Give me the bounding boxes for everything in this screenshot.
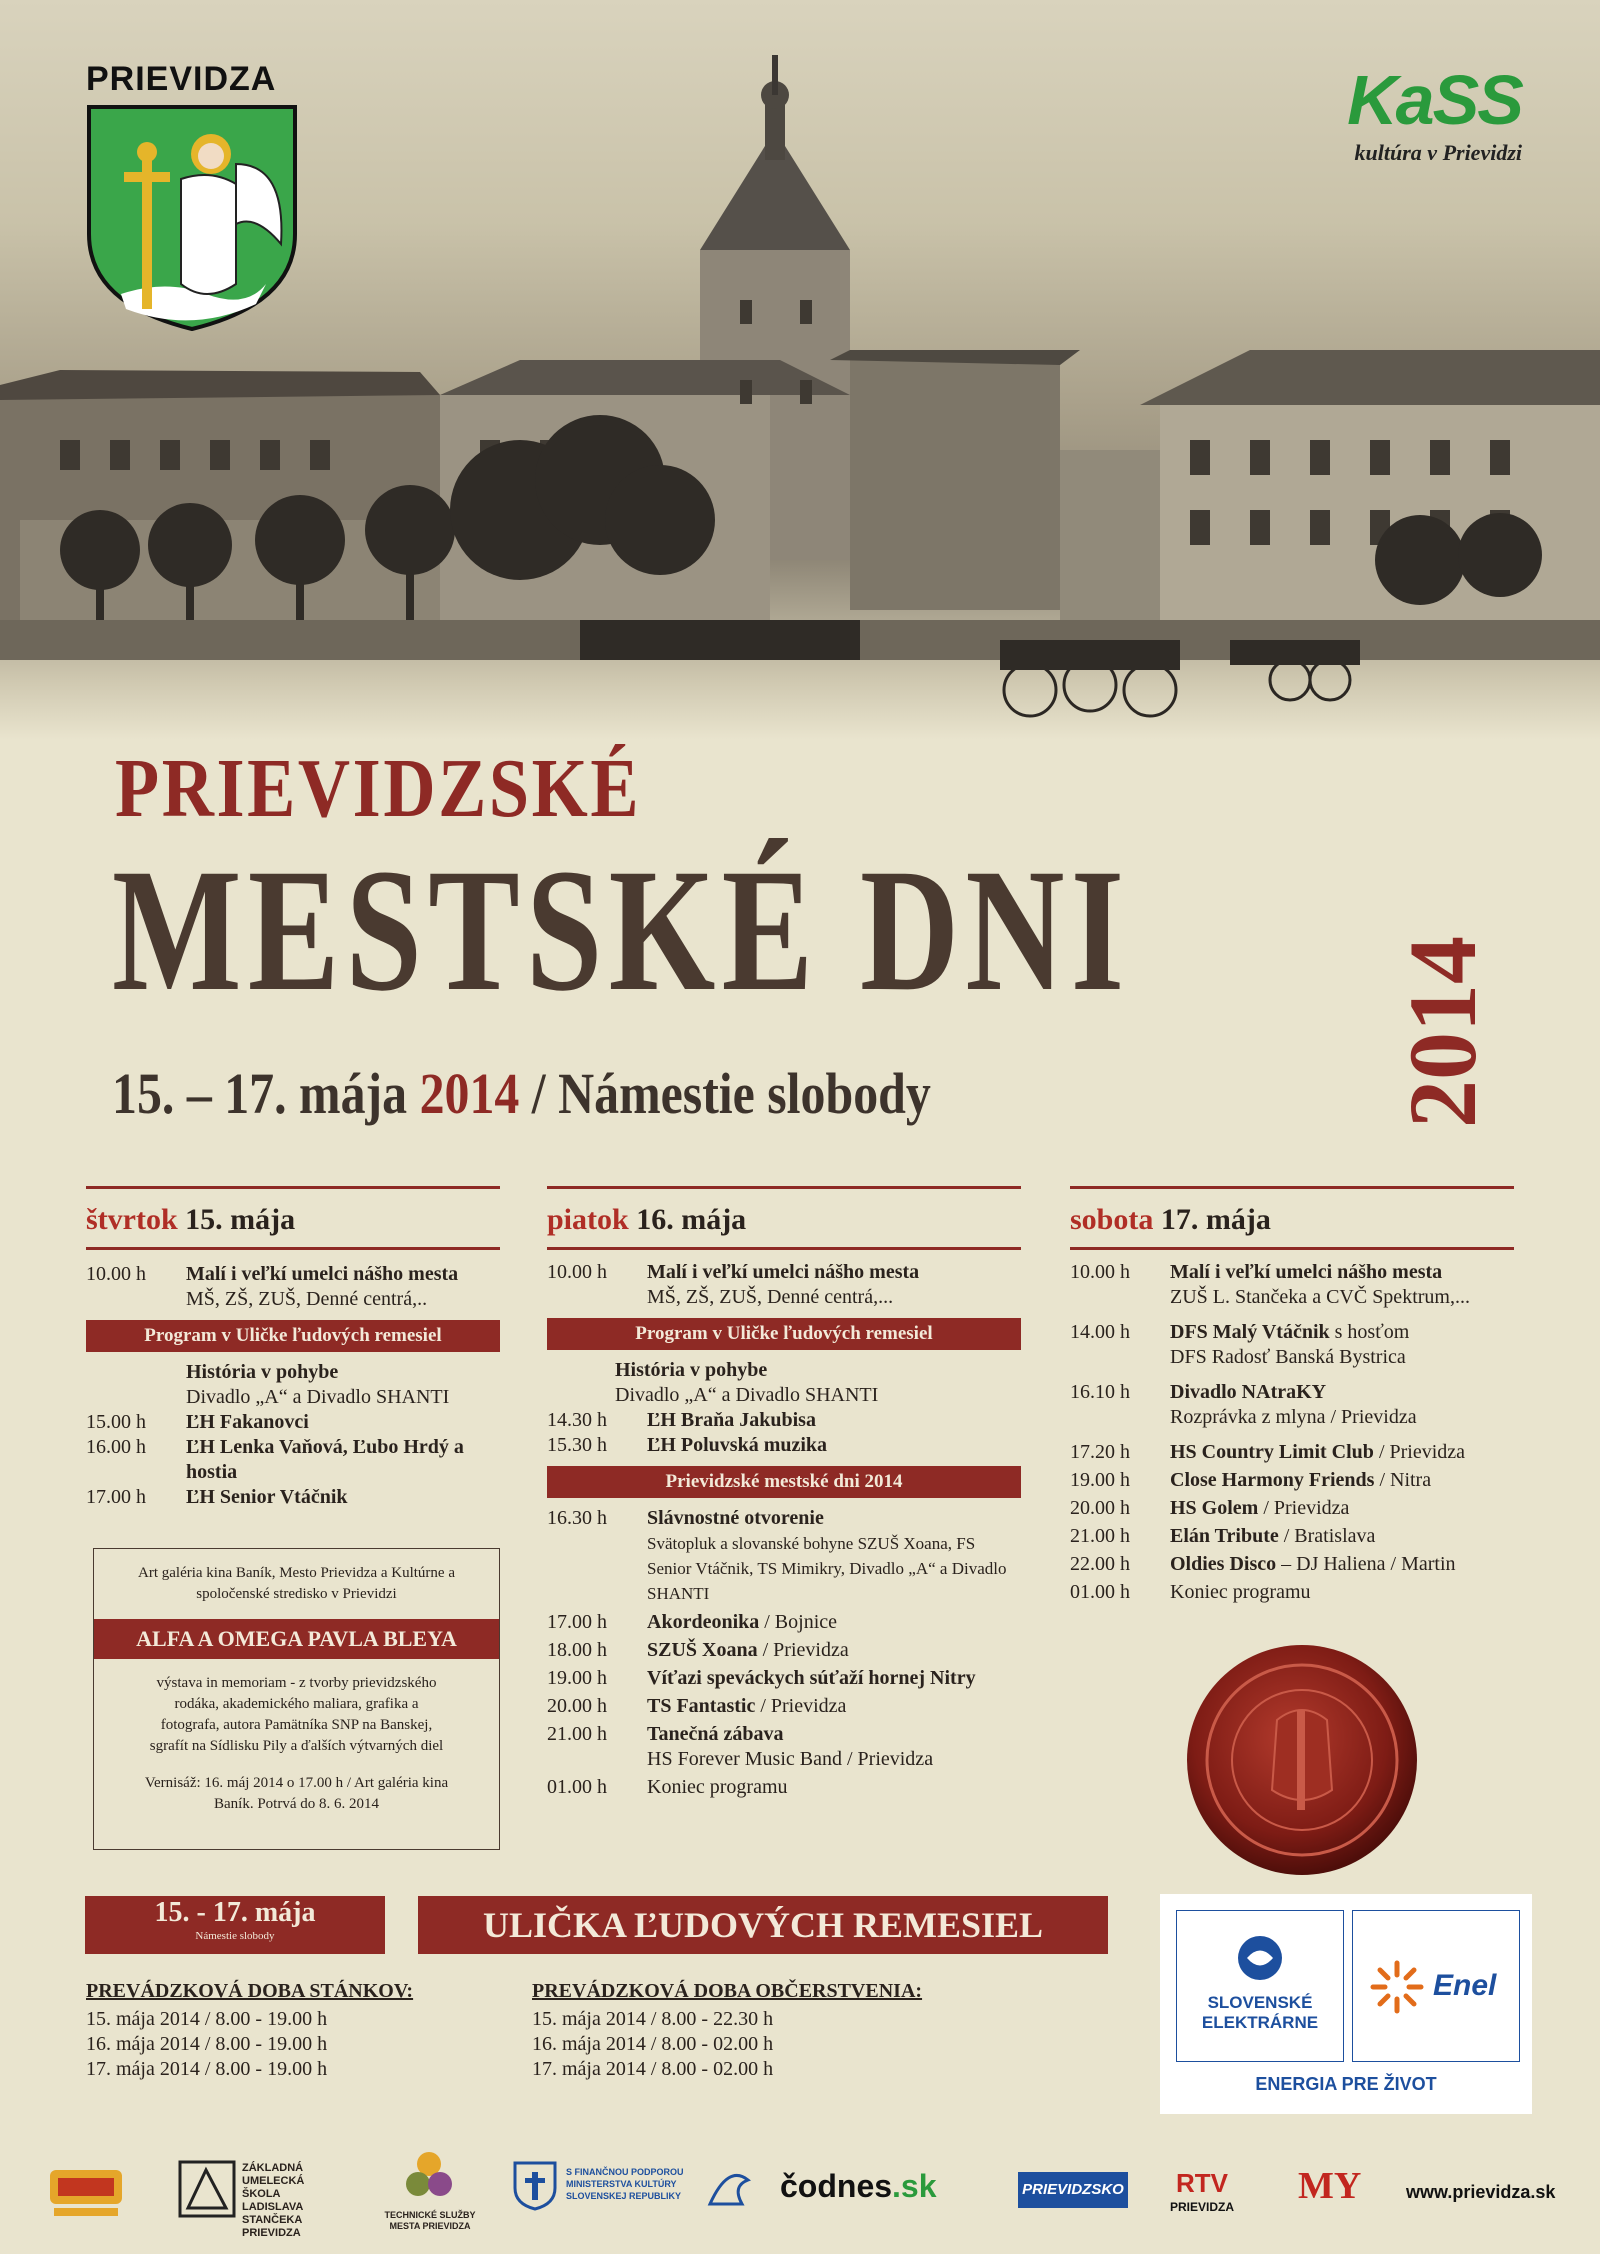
act: ĽH Braňa Jakubisa [647,1409,816,1431]
wax-seal-icon [1182,1640,1422,1880]
act-origin: / Bratislava [1278,1525,1376,1547]
program-row [547,1506,1021,1606]
vertical-year [1380,848,1500,1128]
title-line-1: PRIEVIDZSKÉ [115,742,642,835]
act-origin: / Nitra [1374,1469,1432,1491]
time: 16.30 h [547,1507,607,1529]
program-row [547,1722,1021,1772]
time: 01.00 h [1070,1581,1130,1603]
act-detail: DFS Radosť Banská Bystrica [1170,1346,1406,1368]
act-detail: ZUŠ L. Stančeka a CVČ Spektrum,... [1170,1286,1470,1308]
vertical-year-text: 2014 [1389,936,1496,1128]
time: 10.00 h [1070,1261,1130,1283]
exhibition-title: ALFA A OMEGA PAVLA BLEYA [94,1619,499,1659]
day-name: sobota [1070,1203,1154,1236]
program-row [547,1775,1021,1800]
time: 10.00 h [86,1263,146,1285]
program-row [86,1485,500,1510]
act-detail: Divadlo „A“ a Divadlo SHANTI [186,1386,450,1408]
section-bar: Prievidzské mestské dni 2014 [547,1466,1021,1498]
act: HS Country Limit Club [1170,1441,1374,1463]
time: 21.00 h [547,1723,607,1745]
technical-services-text: TECHNICKÉ SLUŽBY MESTA PRIEVIDZA [384,2210,476,2231]
program-row [86,1360,500,1410]
date-range: 15. – 17. mája [112,1061,420,1126]
act: HS Golem [1170,1497,1259,1519]
act: Close Harmony Friends [1170,1469,1375,1491]
stands-hours-row: 17. mája 2014 / 8.00 - 19.00 h [86,2058,328,2080]
program-row [547,1408,1021,1433]
time: 16.00 h [86,1436,146,1458]
prievidzsko-logo: PRIEVIDZSKO [1018,2172,1128,2208]
rtv-subtitle: PRIEVIDZA [1170,2200,1235,2214]
stands-hours-heading: PREVÁDZKOVÁ DOBA STÁNKOV: [86,1980,414,2002]
act-origin: / Prievidza [1258,1497,1350,1519]
ministry-text: S FINANČNOU PODPOROU MINISTERSTVA KULTÚRY SLOVENSKEJ REPUBLIKY [566,2167,684,2201]
program-row [1070,1320,1514,1370]
codnes-logo [780,2168,937,2205]
slovenske-elektrarne-text: SLOVENSKÉ ELEKTRÁRNE [1201,1993,1319,2032]
enel-text: Enel [1433,1969,1497,2002]
crafts-date: 15. - 17. mája [154,1897,316,1928]
sponsor-box [1160,1894,1532,2114]
time: 21.00 h [1070,1525,1130,1547]
slovak-coat-icon [512,2160,558,2212]
food-hours [532,1980,922,2082]
program-row [1070,1468,1514,1493]
act: Akordeonika [647,1611,760,1633]
pdp-logo-icon [48,2162,124,2222]
act-detail: Rozprávka z mlyna / Prievidza [1170,1406,1417,1428]
zus-text: ZÁKLADNÁ UMELECKÁ ŠKOLA LADISLAVA STANČEKA PRIEVIDZA [242,2162,305,2239]
act-origin: / Bojnice [759,1611,838,1633]
program-row [547,1433,1021,1458]
stands-hours-row: 15. mája 2014 / 8.00 - 19.00 h [86,2008,328,2030]
act-detail: MŠ, ZŠ, ZUŠ, Denné centrá,.. [186,1288,428,1310]
program-row [1070,1552,1514,1577]
act-origin: – DJ Haliena / Martin [1276,1553,1456,1575]
act: Slávnostné otvorenie [647,1507,824,1529]
time: 17.00 h [547,1611,607,1633]
ministry-figure-icon [702,2160,754,2212]
friday-heading [547,1186,1021,1250]
place: / Námestie slobody [519,1061,931,1126]
kass-logo-block [1262,60,1522,170]
food-hours-heading: PREVÁDZKOVÁ DOBA OBČERSTVENIA: [532,1980,923,2002]
act: História v pohybe [615,1359,768,1381]
program-row [1070,1440,1514,1465]
act-origin: s hosťom [1329,1321,1410,1343]
exhibition-description: výstava in memoriam - z tvorby prievidzského rodáka, akademického maliara, grafika a fotografa, autora Pamätníka SNP na Banskej, sgrafít na Sídlisku Pily a ďalších výtvarných diel [149,1675,444,1754]
day-name: štvrtok [86,1203,178,1236]
program-row [86,1262,500,1312]
stands-hours-row: 16. mája 2014 / 8.00 - 19.00 h [86,2033,328,2055]
program-row [1070,1524,1514,1549]
food-hours-row: 17. mája 2014 / 8.00 - 02.00 h [532,2058,774,2080]
act: Oldies Disco [1170,1553,1277,1575]
section-bar: Program v Uličke ľudových remesiel [547,1318,1021,1350]
food-hours-row: 16. mája 2014 / 8.00 - 02.00 h [532,2033,774,2055]
time: 19.00 h [547,1667,607,1689]
program-row [547,1694,1021,1719]
act: Divadlo NAtraKY [1170,1381,1327,1403]
day-date: 17. mája [1153,1203,1271,1236]
exhibition-box [93,1548,500,1850]
crafts-title: ULIČKA ĽUDOVÝCH REMESIEL [418,1896,1108,1954]
act: ĽH Senior Vtáčnik [186,1486,348,1508]
friday-column [547,1186,1021,1800]
food-hours-row: 15. mája 2014 / 8.00 - 22.30 h [532,2008,774,2030]
time: 20.00 h [547,1695,607,1717]
act: Malí i veľkí umelci nášho mesta [186,1263,459,1285]
codnes-domain: .sk [892,2168,937,2204]
zus-emblem-icon [178,2160,236,2218]
exhibition-organizers: Art galéria kina Baník, Mesto Prievidza a Kultúrne a spoločenské stredisko v Prievidzi [138,1565,455,1602]
kass-logo: KaSS [1347,61,1522,139]
program-row [1070,1260,1514,1310]
act-detail: Svätopluk a slovanské bohyne SZUŠ Xoana, FS Senior Vtáčnik, TS Mimikry, Divadlo „A“ a Divadlo SHANTI [647,1534,1007,1603]
coat-of-arms-icon [86,104,298,332]
act: SZUŠ Xoana [647,1639,758,1661]
program-row [547,1358,1021,1408]
thursday-column [86,1186,500,1510]
codnes-text: čodnes [780,2168,893,2204]
enel-sun-icon [1367,1957,1427,2017]
saturday-column [1070,1186,1514,1605]
city-name: PRIEVIDZA [86,60,277,98]
act: ĽH Fakanovci [186,1411,309,1433]
exhibition-vernisage: Vernisáž: 16. máj 2014 o 17.00 h / Art galéria kina Baník. Potrvá do 8. 6. 2014 [144,1775,449,1812]
act: Tanečná zábava [647,1723,784,1745]
program-row [1070,1580,1514,1605]
act: ĽH Lenka Vaňová, Ľubo Hrdý a hostia [186,1436,464,1483]
time: 14.30 h [547,1409,607,1431]
crafts-place: Námestie slobody [195,1930,275,1942]
act: Malí i veľkí umelci nášho mesta [647,1261,920,1283]
act-origin: / Prievidza [1373,1441,1466,1463]
technical-services-icon [404,2150,454,2206]
day-date: 15. mája [177,1203,296,1236]
program-row [547,1610,1021,1635]
act: Elán Tribute [1170,1525,1279,1547]
program-row [1070,1380,1514,1430]
time: 15.30 h [547,1434,607,1456]
kass-tagline: kultúra v Prievidzi [1354,140,1522,165]
program-row [547,1260,1021,1310]
time: 14.00 h [1070,1321,1130,1343]
program-row [547,1666,1021,1691]
time: 17.20 h [1070,1441,1130,1463]
slovenske-elektrarne-icon [1235,1933,1285,1983]
act-detail: MŠ, ZŠ, ZUŠ, Denné centrá,... [647,1286,894,1308]
program-row [1070,1496,1514,1521]
sponsor-slogan: ENERGIA PRE ŽIVOT [1255,2074,1437,2094]
time: 17.00 h [86,1486,146,1508]
my-logo: MY [1298,2165,1362,2207]
date-year: 2014 [419,1061,520,1126]
program-row [86,1435,500,1485]
act-origin: / Prievidza [757,1639,849,1661]
act: ĽH Poluvská muzika [647,1434,828,1456]
time: 22.00 h [1070,1553,1130,1575]
footer-logos [0,2138,1600,2254]
act-detail: HS Forever Music Band / Prievidza [647,1748,934,1770]
act: DFS Malý Vtáčnik [1170,1321,1330,1343]
day-date: 16. mája [628,1203,747,1236]
act-origin: / Prievidza [755,1695,847,1717]
title-line-2: MESTSKÉ DNI [112,833,1131,1028]
rtv-logo: RTV [1176,2168,1228,2198]
enel-logo [1352,1910,1520,2062]
time: 20.00 h [1070,1497,1130,1519]
time: 10.00 h [547,1261,607,1283]
act: História v pohybe [186,1361,339,1383]
time: 18.00 h [547,1639,607,1661]
section-bar: Program v Uličke ľudových remesiel [86,1320,500,1352]
thursday-heading [86,1186,500,1250]
act-detail: Divadlo „A“ a Divadlo SHANTI [615,1384,879,1406]
time: 19.00 h [1070,1469,1130,1491]
program-row [86,1410,500,1435]
title-date-place [112,1060,931,1127]
slovenske-elektrarne-logo [1176,1910,1344,2062]
stands-hours [86,1980,413,2082]
act: Koniec programu [647,1776,788,1798]
act: Víťazi speváckych súťaží hornej Nitry [647,1667,976,1689]
act: Malí i veľkí umelci nášho mesta [1170,1261,1443,1283]
time: 01.00 h [547,1776,607,1798]
time: 16.10 h [1070,1381,1130,1403]
crafts-date-box [85,1896,385,1954]
time: 15.00 h [86,1411,146,1433]
website-link[interactable]: www.prievidza.sk [1406,2182,1556,2202]
day-name: piatok [547,1203,629,1236]
saturday-heading [1070,1186,1514,1250]
act: TS Fantastic [647,1695,756,1717]
program-row [547,1638,1021,1663]
act: Koniec programu [1170,1581,1311,1603]
